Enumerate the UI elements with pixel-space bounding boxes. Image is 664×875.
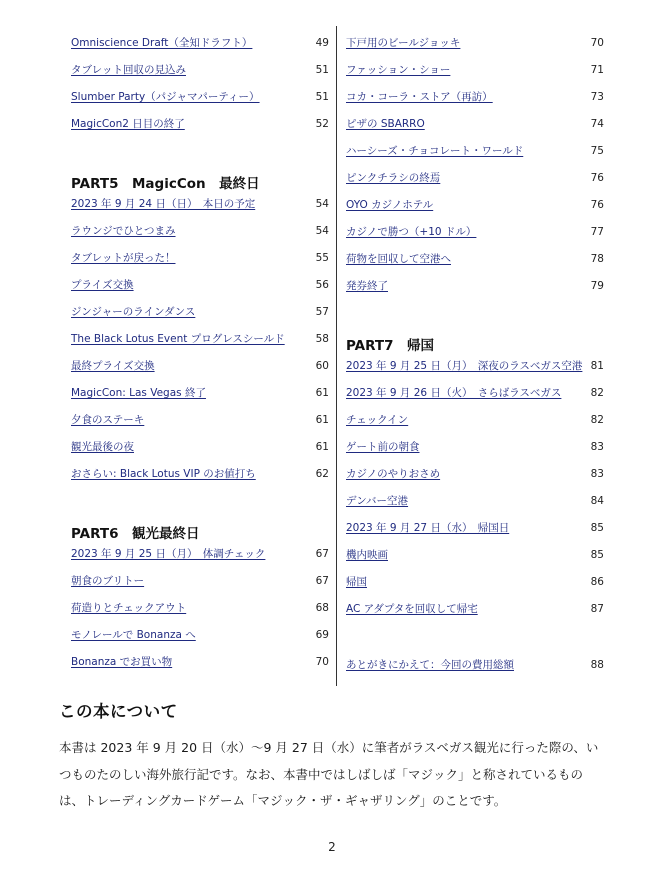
- toc-entry: [71, 185, 329, 212]
- toc-page-number: 79: [590, 280, 604, 292]
- toc-entry-link[interactable]: AC アダプタを回収して帰宅: [346, 603, 478, 615]
- toc-entry: [346, 509, 604, 536]
- toc-page-number: 77: [590, 226, 604, 238]
- toc-page-number: 86: [590, 576, 604, 588]
- toc-entry: [346, 646, 604, 673]
- toc-page-number: 85: [590, 522, 604, 534]
- toc-entry: [71, 562, 329, 589]
- toc-entry: [71, 616, 329, 643]
- toc-page-number: 58: [315, 333, 329, 345]
- toc-page-number: 61: [315, 414, 329, 426]
- toc-entry: [346, 240, 604, 267]
- toc-entry: [346, 401, 604, 428]
- toc-entry: [346, 267, 604, 294]
- toc-entry: [71, 428, 329, 455]
- toc-page-number: 76: [590, 172, 604, 184]
- about-paragraph: 本書は 2023 年 9 月 20 日（水）～9 月 27 日（水）に筆者がラスベガス観光に行った際の、いつものたのしい海外旅行記です。なお、本書中ではしばしば「マジック」と称されているものは、トレーディングカードゲーム「マジック・ザ・ギャザリング」のことです。: [59, 740, 599, 808]
- toc-entry: [346, 374, 604, 401]
- toc-entry: [346, 347, 604, 374]
- toc-entry-link[interactable]: タブレットが戻った！: [71, 252, 176, 264]
- toc-entry: [71, 293, 329, 320]
- toc-entry-link[interactable]: 観光最後の夜: [71, 441, 134, 453]
- toc-page-number: 60: [315, 360, 329, 372]
- toc-entry-link[interactable]: MagicCon: Las Vegas 終了: [71, 387, 206, 399]
- toc-entry: [346, 213, 604, 240]
- toc-page-number: 74: [590, 118, 604, 130]
- section-spacer: [71, 482, 329, 504]
- toc-page-number: 57: [315, 306, 329, 318]
- toc-entry: [346, 536, 604, 563]
- toc-entry: [71, 78, 329, 105]
- toc-entry: [71, 212, 329, 239]
- toc-entry: [71, 320, 329, 347]
- toc-entry-link[interactable]: ラウンジでひとつまみ: [71, 225, 176, 237]
- toc-entry-link[interactable]: ハーシーズ・チョコレート・ワールド: [346, 145, 524, 157]
- toc-page-number: 67: [315, 575, 329, 587]
- toc-page-number: 81: [590, 360, 604, 372]
- toc-entry: [71, 643, 329, 670]
- toc-entry-link[interactable]: Slumber Party（パジャマパーティー）: [71, 91, 260, 103]
- toc-entry-link[interactable]: 2023 年 9 月 26 日（火） さらばラスベガス: [346, 387, 562, 399]
- toc-page-number: 55: [315, 252, 329, 264]
- toc-entry: [346, 455, 604, 482]
- toc-page-number: 61: [315, 441, 329, 453]
- toc-entry: [71, 401, 329, 428]
- toc-page-number: 83: [590, 468, 604, 480]
- toc-entry-link[interactable]: MagicCon2 日目の終了: [71, 118, 185, 130]
- toc-part-heading: PART5 MagicCon 最終日: [71, 176, 260, 192]
- toc-page-number: 85: [590, 549, 604, 561]
- column-divider: [336, 26, 337, 686]
- toc-entry-link[interactable]: ピザの SBARRO: [346, 118, 425, 130]
- toc-part-heading: PART7 帰国: [346, 338, 434, 354]
- toc-page-number: 70: [590, 37, 604, 49]
- toc-entry: [346, 78, 604, 105]
- toc-page-number: 73: [590, 91, 604, 103]
- toc-entry: [71, 374, 329, 401]
- toc-page-number: 70: [315, 656, 329, 668]
- toc-entry-link[interactable]: プライズ交換: [71, 279, 134, 291]
- toc-page-number: 75: [590, 145, 604, 157]
- toc-page-number: 54: [315, 198, 329, 210]
- section-spacer: [71, 132, 329, 154]
- toc-entry: [71, 266, 329, 293]
- toc-page-number: 62: [315, 468, 329, 480]
- toc-page-number: 76: [590, 199, 604, 211]
- toc-entry-link[interactable]: Bonanza でお買い物: [71, 656, 173, 668]
- toc-page-number: 54: [315, 225, 329, 237]
- toc-entry: [71, 589, 329, 616]
- toc-entry-link[interactable]: チェックイン: [346, 414, 409, 426]
- toc-page-number: 83: [590, 441, 604, 453]
- toc-page-number: 67: [315, 548, 329, 560]
- toc-entry: [71, 24, 329, 51]
- toc-entry-link[interactable]: ピンクチラシの終焉: [346, 172, 441, 184]
- toc-entry: [71, 239, 329, 266]
- toc-right-column: [346, 24, 604, 673]
- toc-entry-link[interactable]: カジノのやりおさめ: [346, 468, 441, 480]
- toc-page-number: 82: [590, 414, 604, 426]
- toc-entry-link[interactable]: 発券終了: [346, 280, 388, 292]
- toc-entry-link[interactable]: タブレット回収の見込み: [71, 64, 186, 76]
- toc-entry-link[interactable]: 帰国: [346, 576, 367, 588]
- toc-entry: [71, 51, 329, 78]
- toc-entry-link[interactable]: 2023 年 9 月 27 日（水） 帰国日: [346, 522, 510, 534]
- toc-entry: [71, 347, 329, 374]
- toc-entry-link[interactable]: 荷物を回収して空港へ: [346, 253, 451, 265]
- section-spacer: [346, 294, 604, 316]
- toc-entry: [346, 482, 604, 509]
- toc-entry-link[interactable]: モノレールで Bonanza へ: [71, 629, 196, 641]
- toc-entry: [346, 159, 604, 186]
- toc-entry-link[interactable]: 2023 年 9 月 25 日（月） 体調チェック: [71, 548, 266, 560]
- toc-entry-link[interactable]: あとがきにかえて：今回の費用総額: [346, 659, 514, 671]
- toc-page-number: 87: [590, 603, 604, 615]
- toc-entry: [346, 186, 604, 213]
- toc-page-number: 84: [590, 495, 604, 507]
- toc-entry: [71, 455, 329, 482]
- toc-page-number: 82: [590, 387, 604, 399]
- toc-entry-link[interactable]: The Black Lotus Event プログレスシールド: [71, 333, 285, 345]
- toc-page-number: 49: [315, 37, 329, 49]
- toc-page-number: 56: [315, 279, 329, 291]
- toc-entry-link[interactable]: 夕食のステーキ: [71, 414, 145, 426]
- toc-entry-link[interactable]: カジノで勝つ（+10 ドル）: [346, 226, 477, 238]
- toc-entry: [346, 51, 604, 78]
- toc-entry: [346, 428, 604, 455]
- toc-entry-link[interactable]: デンバー空港: [346, 495, 409, 507]
- toc-entry-link[interactable]: ジンジャーのラインダンス: [71, 306, 196, 318]
- toc-page-number: 51: [315, 64, 329, 76]
- toc-entry-link[interactable]: 最終プライズ交換: [71, 360, 155, 372]
- toc-entry: [71, 535, 329, 562]
- toc-entry: [346, 24, 604, 51]
- toc-entry-link[interactable]: 荷造りとチェックアウト: [71, 602, 187, 614]
- toc-entry: [346, 132, 604, 159]
- toc-entry: [346, 590, 604, 617]
- toc-page-number: 52: [315, 118, 329, 130]
- toc-entry-link[interactable]: コカ・コーラ・ストア（再訪）: [346, 91, 493, 103]
- toc-entry-link[interactable]: OYO カジノホテル: [346, 199, 434, 211]
- toc-page-number: 88: [590, 659, 604, 671]
- toc-entry-link[interactable]: 機内映画: [346, 549, 388, 561]
- about-heading: この本について: [59, 702, 178, 721]
- toc-page-number: 69: [315, 629, 329, 641]
- toc-entry-link[interactable]: ゲート前の朝食: [346, 441, 420, 453]
- section-spacer: [346, 617, 604, 646]
- toc-part-heading: PART6 観光最終日: [71, 526, 200, 542]
- toc-entry: [71, 105, 329, 132]
- toc-page-number: 71: [590, 64, 604, 76]
- toc-entry-link[interactable]: ファッション・ショー: [346, 64, 451, 76]
- toc-entry-link[interactable]: 2023 年 9 月 24 日（日） 本日の予定: [71, 198, 256, 210]
- toc-entry-link[interactable]: 下戸用のビールジョッキ: [346, 37, 461, 49]
- toc-page-number: 61: [315, 387, 329, 399]
- toc-entry-link[interactable]: 朝食のブリトー: [71, 575, 145, 587]
- toc-entry-link[interactable]: おさらい: Black Lotus VIP のお値打ち: [71, 468, 256, 480]
- toc-entry: [346, 563, 604, 590]
- toc-entry-link[interactable]: Omniscience Draft（全知ドラフト）: [71, 37, 253, 49]
- toc-entry: [346, 105, 604, 132]
- toc-page-number: 78: [590, 253, 604, 265]
- toc-left-column: [71, 24, 329, 670]
- toc-page-number: 68: [315, 602, 329, 614]
- toc-page-number: 51: [315, 91, 329, 103]
- page-number: 2: [328, 840, 336, 854]
- toc-entry-link[interactable]: 2023 年 9 月 25 日（月） 深夜のラスベガス空港: [346, 360, 583, 372]
